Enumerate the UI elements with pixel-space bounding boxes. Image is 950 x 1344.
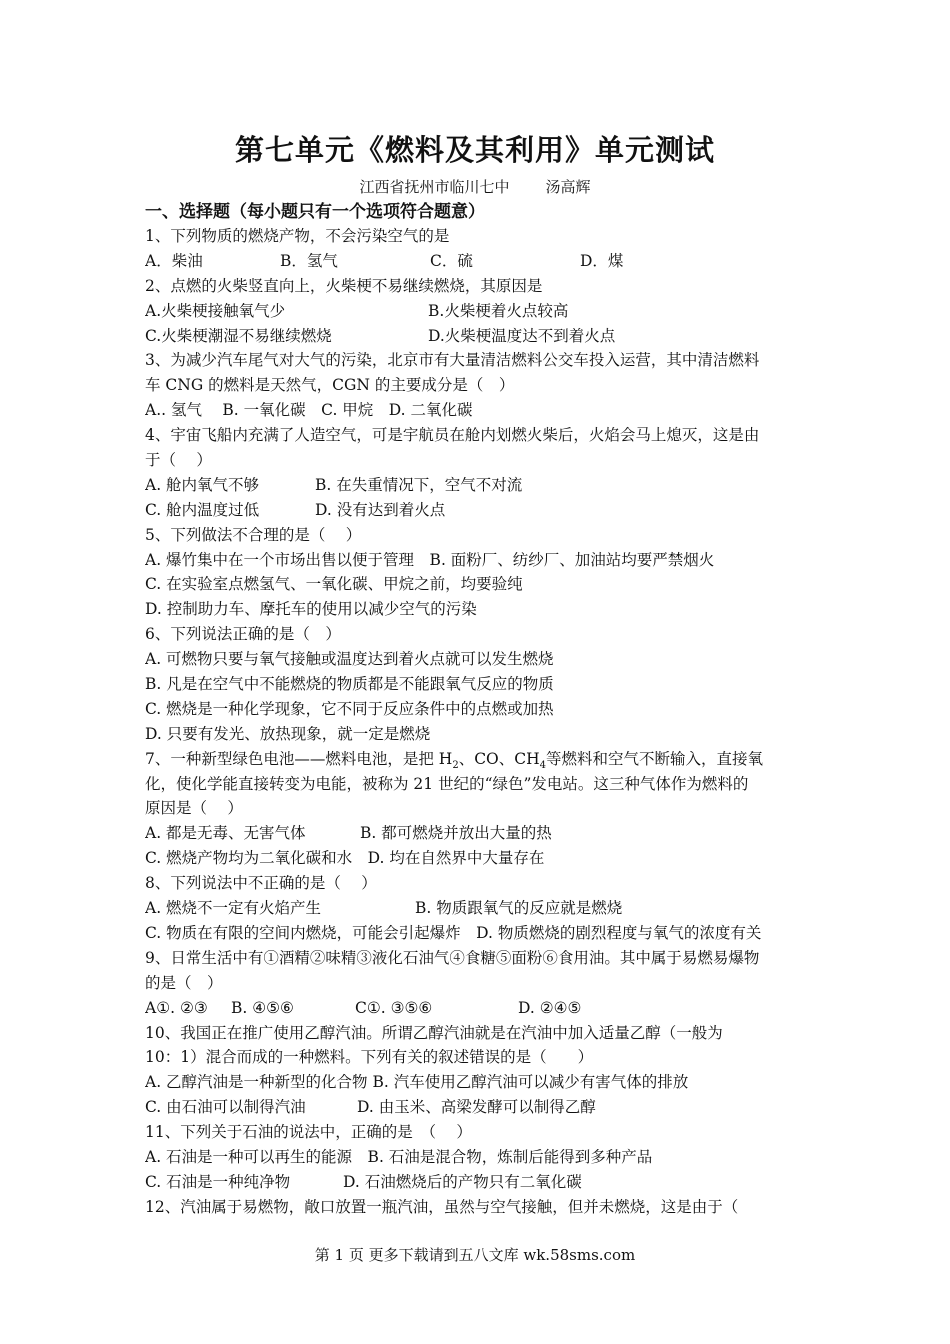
question-1-options (145, 249, 810, 274)
author-line (0, 176, 950, 198)
subscript: 2 (452, 759, 459, 771)
question-list (145, 224, 810, 1220)
option-b: B. 在失重情况下，空气不对流 (315, 475, 523, 494)
option-a: A. 都是无毒、无害气体 (145, 824, 306, 843)
question-9-options (145, 996, 810, 1021)
question-12-stem: 12、汽油属于易燃物，敞口放置一瓶汽油，虽然与空气接触，但并未燃烧，这是由于（ (145, 1197, 739, 1216)
page-title: 第七单元《燃料及其利用》单元测试 (234, 133, 715, 167)
question-11-options-ab: A. 石油是一种可以再生的能源 B. 石油是混合物，炼制后能得到多种产品 (145, 1147, 653, 1166)
question-11-stem: 11、下列关于石油的说法中，正确的是 （ ） (145, 1123, 472, 1142)
option-a: A. 舱内氧气不够 (145, 475, 260, 494)
option-c: C. 由石油可以制得汽油 (145, 1098, 306, 1117)
stem-text: 7、一种新型绿色电池——燃料电池，是把 H (145, 749, 453, 768)
option-b: B. 物质跟氧气的反应就是燃烧 (415, 899, 623, 918)
option-a: A①. ②③ (145, 998, 208, 1017)
question-1-stem: 1、下列物质的燃烧产物，不会污染空气的是 (145, 227, 450, 245)
option-d: D. ②④⑤ (518, 998, 582, 1017)
section-heading: 一、选择题（每小题只有一个选项符合题意） (145, 202, 485, 222)
question-10-stem-2: 10：1）混合而成的一种燃料。下列有关的叙述错误的是（ ） (145, 1048, 594, 1067)
question-6-option-c: C. 燃烧是一种化学现象，它不同于反应条件中的点燃或加热 (145, 699, 554, 718)
option-b: B．氢气 (280, 251, 338, 270)
question-2-options-cd (145, 324, 810, 349)
question-7-options-cd: C. 燃烧产物均为二氧化碳和水 D. 均在自然界中大量存在 (145, 849, 545, 868)
question-9-stem-2: 的是（ ） (145, 973, 223, 992)
option-d: D. 由玉米、高梁发酵可以制得乙醇 (357, 1098, 596, 1117)
question-11-options-cd (145, 1170, 810, 1195)
option-c: C．硫 (430, 251, 473, 270)
question-5-options-ab: A. 爆竹集中在一个市场出售以便于管理 B. 面粉厂、纺纱厂、加油站均要严禁烟火 (145, 550, 715, 569)
option-a: A.火柴梗接触氧气少 (145, 301, 286, 320)
question-8-stem: 8、下列说法中不正确的是（ ） (145, 874, 377, 893)
option-d: D. 石油燃烧后的产物只有二氧化碳 (343, 1172, 582, 1191)
question-4-options-ab (145, 473, 810, 498)
option-a: A. 燃烧不一定有火焰产生 (145, 899, 322, 918)
question-10-options-cd (145, 1095, 810, 1120)
subscript: 4 (539, 759, 547, 771)
option-d: D.火柴梗温度达不到着火点 (428, 326, 616, 345)
question-7-stem-2: 化，使化学能直接转变为电能，被称为 21 世纪的“绿色”发电站。这三种气体作为燃料的 (145, 774, 749, 793)
option-c: C. 石油是一种纯净物 (145, 1172, 291, 1191)
question-4-stem-1: 4、宇宙飞船内充满了人造空气，可是宇航员在舱内划燃火柴后，火焰会马上熄灭，这是由 (145, 426, 760, 445)
option-d: D．煤 (580, 251, 624, 270)
question-5-stem: 5、下列做法不合理的是（ ） (145, 525, 362, 544)
question-7-stem-1 (145, 747, 810, 772)
option-d: D. 没有达到着火点 (315, 500, 446, 519)
question-4-stem-2: 于（ ） (145, 451, 212, 470)
question-8-options-ab (145, 896, 810, 921)
question-2-options-ab (145, 299, 810, 324)
question-3-stem-2: 车 CNG 的燃料是天然气，CGN 的主要成分是（ ） (145, 376, 515, 395)
option-b: B. ④⑤⑥ (231, 998, 294, 1017)
option-b: B. 都可燃烧并放出大量的热 (360, 824, 552, 843)
question-3-options: A.. 氢气 B. 一氧化碳 C. 甲烷 D. 二氧化碳 (145, 401, 473, 420)
question-5-option-c: C. 在实验室点燃氢气、一氧化碳、甲烷之前，均要验纯 (145, 575, 523, 594)
option-c: C①. ③⑤⑥ (355, 998, 433, 1017)
page-footer: 第 1 页 更多下载请到五八文库 wk.58sms.com (314, 1246, 636, 1264)
question-4-options-cd (145, 498, 810, 523)
question-7-options-ab (145, 821, 810, 846)
question-9-stem-1: 9、日常生活中有①酒精②味精③液化石油气④食糖⑤面粉⑥食用油。其中属于易燃易爆物 (145, 948, 760, 967)
option-a: A．柴油 (145, 251, 203, 270)
option-b: B.火柴梗着火点较高 (428, 301, 569, 320)
question-10-stem-1: 10、我国正在推广使用乙醇汽油。所谓乙醇汽油就是在汽油中加入适量乙醇（一般为 (145, 1023, 723, 1042)
question-2-stem: 2、点燃的火柴竖直向上，火柴梗不易继续燃烧，其原因是 (145, 276, 543, 295)
question-6-stem: 6、下列说法正确的是（ ） (145, 625, 341, 644)
question-6-option-b: B. 凡是在空气中不能燃烧的物质都是不能跟氧气反应的物质 (145, 675, 554, 694)
question-8-options-cd: C. 物质在有限的空间内燃烧，可能会引起爆炸 D. 物质燃烧的剧烈程度与氧气的浓度有关 (145, 923, 762, 942)
question-6-option-d: D. 只要有发光、放热现象，就一定是燃烧 (145, 724, 431, 743)
stem-text: 、CO、CH (458, 749, 540, 768)
author-name: 汤高辉 (545, 178, 591, 196)
question-6-option-a: A. 可燃物只要与氧气接触或温度达到着火点就可以发生燃烧 (145, 650, 554, 669)
question-10-options-ab: A. 乙醇汽油是一种新型的化合物 B. 汽车使用乙醇汽油可以减少有害气体的排放 (145, 1073, 689, 1092)
question-3-stem-1: 3、为减少汽车尾气对大气的污染，北京市有大量清洁燃料公交车投入运营，其中清洁燃料 (145, 351, 760, 370)
question-5-option-d: D. 控制助力车、摩托车的使用以减少空气的污染 (145, 600, 477, 619)
author-school: 江西省抚州市临川七中 (359, 178, 510, 196)
option-c: C.火柴梗潮湿不易继续燃烧 (145, 326, 332, 345)
option-c: C. 舱内温度过低 (145, 500, 260, 519)
stem-text: 等燃料和空气不断输入，直接氧 (546, 749, 764, 768)
question-7-stem-3: 原因是（ ） (145, 799, 243, 818)
